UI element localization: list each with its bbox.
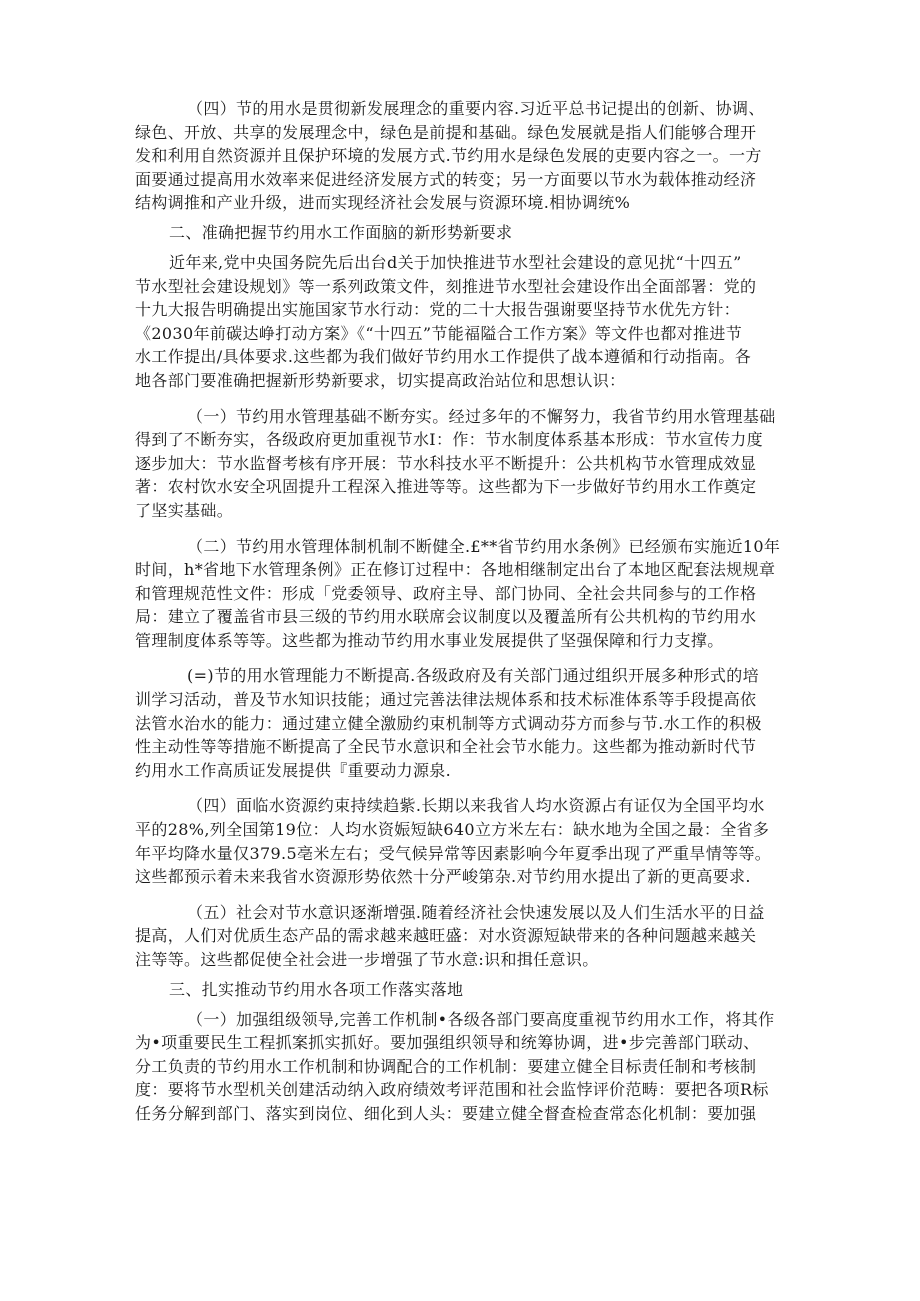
spacer	[135, 523, 800, 535]
paragraph-resource-constraint	[135, 794, 800, 888]
text-line: 面要通过提高用水效率来促进经济发展方式的转变；另一方面要以节水为载体推动经济	[135, 169, 757, 189]
text-line: 十九大报告明确提出实施国家节水行动：党的二十大报告强谢要坚持节水优先方针：	[135, 300, 740, 320]
spacer	[135, 652, 800, 664]
text-line: 和管理规范性文件：形成「党委领导、政府主导、部门协同、全社会共同参与的工作格	[135, 583, 757, 603]
document-page	[135, 97, 800, 1126]
text-line: 法管水治水的能力：通过建立健全激励约束机制等方式调动芬方而参与节.水工作的积极	[135, 713, 762, 733]
text-line: 局：建立了覆盖省市县三级的节约用水联席会议制度以及覆盖所有公共机构的节约用水	[135, 607, 757, 627]
text-line: 任务分解到部门、落实到岗位、细化到人头：要建立健全督查检查常态化机制：要加强	[135, 1103, 757, 1123]
text-line: 度：要将节水型机关创建活动纳入政府绩效考评范围和社会监悖评价范畴：要把各项R标	[135, 1080, 769, 1100]
text-line: 为•项重要民生工程抓案抓实抓好。要加强组织领导和统筹协调，进•步完善部门联动、	[135, 1033, 760, 1053]
text-line: 水工作提出/具体要求.这些都为我们做好节约用水工作提供了战本遵循和行动指南。各	[135, 347, 752, 367]
section-heading-3: 三、扎实推动节约用水各项工作落实落地	[169, 979, 464, 999]
text-line: 著：农村饮水安全巩固提升工程深入推进等等。这些都为下一步做好节约用水工作奠定	[135, 477, 757, 497]
paragraph-institutional-mechanism	[135, 535, 800, 653]
spacer	[135, 782, 800, 794]
text-line: 平的28%,列全国第19位：人均水资娠短缺640立方米左右：缺水地为全国之最：全省多	[135, 820, 770, 840]
text-line: （一）节约用水管理基础不断夯实。经过多年的不懈努力，我省节约用水管理基础	[187, 406, 776, 426]
text-line: 管理制度体系等等。这些都为推动节约用水事业发展提供了坚强保障和行力支撑。	[135, 630, 724, 650]
text-line: 注等等。这些都促使全社会进一步增强了节水意:识和揖任意识。	[135, 950, 599, 969]
text-line: 节水型社会建设规划》等一系列政策文件，刻推进节水型社会建设作出全面部署：党的	[135, 276, 757, 296]
paragraph-recent-years	[135, 251, 800, 393]
text-line: 近年来,党中央国务院先后出台d关于加快推进节水型社会建设的意见扰“十四五”	[169, 252, 742, 272]
text-line: （一）加强组级领导,完善工作机制•各级各部门要高度重视节约用水工作，将其作	[187, 1009, 775, 1029]
text-line: 年平均降水量仅379.5亳米左右；受气候异常等因素影响今年夏季出现了严重旱情等等。	[135, 843, 772, 863]
text-line: （二）节约用水管理体制机制不断健全.£**省节约用水条例》已经颁布实施近10年	[187, 536, 781, 556]
spacer	[135, 393, 800, 405]
text-line: 发和利用自然资源并且保护环境的发展方式.节约用水是绿色发展的吏要内容之一。一方	[135, 146, 762, 166]
text-line: 绿色、开放、共享的发展理念中，绿色是前提和基础。绿色发展就是指人们能够合理开	[135, 122, 757, 142]
text-line: 时间，h*省地下水管理条例》正在修订过程中：各地相继制定出台了本地区配套法规规章	[135, 560, 776, 580]
paragraph-management-capability	[135, 664, 800, 782]
spacer	[135, 889, 800, 901]
text-line: 分工负责的节约用水工作机制和协调配合的工作机制：要建立健全目标责任制和考核制	[135, 1056, 757, 1076]
paragraph-management-foundation	[135, 405, 800, 523]
text-line: 提高，人们对优质生态产品的需求越来越旺盛：对水资源短缺带来的各种问题越来越关	[135, 926, 757, 946]
text-line: 了坚实基础。	[135, 500, 234, 520]
text-line: 结构调推和产业升级，进而实现经济社会发展与资源环境.相协调统%	[135, 193, 631, 213]
text-line: 逐步加大：节水监督考核有序开展：节水科技水平不断提升：公共机构节水管理成效显	[135, 453, 757, 473]
text-line: 地各部门要准确把握新形势新要求，切实提高政治站位和思想认识：	[135, 370, 626, 390]
paragraph-social-awareness	[135, 901, 800, 972]
paragraph-green-development	[135, 97, 800, 215]
section-heading-2: 二、准确把握节约用水工作面脑的新形势新要求	[169, 222, 513, 242]
text-line: 约用水工作高质证发展提供『重要动力源泉.	[135, 760, 452, 780]
text-line: （四）面临水资源约束持续趋紫.长期以来我省人均水资源占有证仅为全国平均水	[187, 796, 765, 816]
text-line: （四）节的用水是贯彻新发展理念的重要内容.习近平总书记提出的创新、协调、	[187, 99, 765, 118]
text-line: 性主动性等等措施不断提高了全民节水意识和全社会节水能力。这些都为推动新时代节	[135, 737, 757, 757]
text-line: (=)节的用水管理能力不断提高.各级政府及有关部门通过组织开展多种形式的培	[187, 666, 759, 686]
text-line: （五）社会对节水意识逐渐增强.随着经济社会快速发展以及人们生活水平的日益	[187, 902, 765, 922]
text-line: 训学习活动，普及节水知识技能；通过完善法律法规体系和技术标准体系等手段提高依	[135, 690, 757, 710]
text-line: 得到了不断夯实，各级政府更加重视节水Ⅰ：作：节水制度体系基本形成：节水宣传力度	[135, 430, 763, 450]
text-line: 《2030年前碳达峥打动方案》《“十四五”节能福隘合工作方案》等文件也都对推进节	[135, 323, 743, 343]
text-line: 这些都预示着未来我省水资源形势依然十分严峻第杂.对节约用水提出了新的更高要求.	[135, 867, 751, 887]
paragraph-strengthen-leadership	[135, 1008, 800, 1126]
